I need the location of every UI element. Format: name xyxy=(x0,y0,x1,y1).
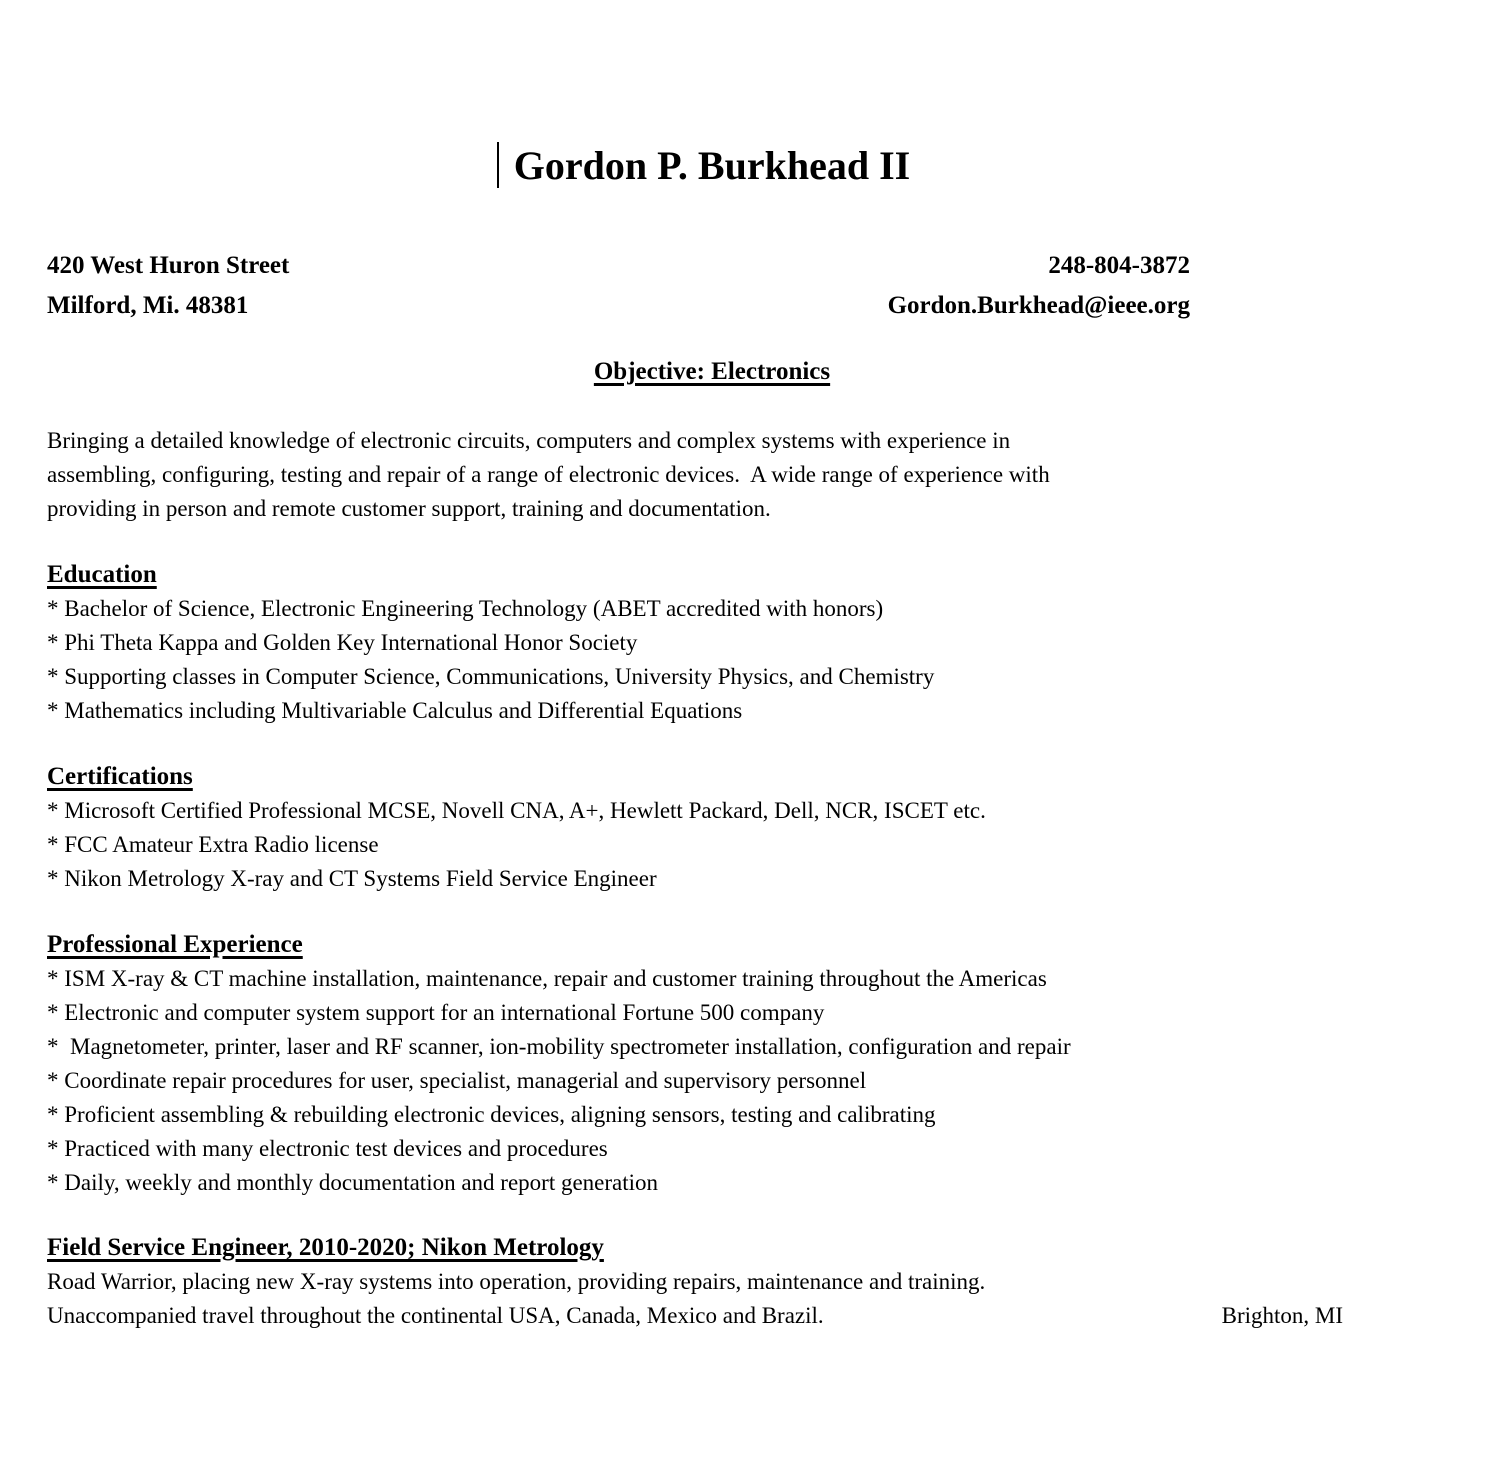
objective-heading: Objective: Electronics xyxy=(593,358,831,385)
contact-row-1 xyxy=(47,246,1377,286)
certification-item: * FCC Amateur Extra Radio license xyxy=(47,832,379,857)
phone-number: 248-804-3872 xyxy=(1048,252,1190,279)
summary-paragraph xyxy=(47,424,1377,526)
section-professional-experience xyxy=(47,928,1377,1200)
section-field-service-engineer xyxy=(47,1231,1377,1333)
job-description-line: Road Warrior, placing new X-ray systems into operation, providing repairs, maintenance and training. xyxy=(47,1269,986,1294)
education-heading: Education xyxy=(47,561,157,588)
certification-item: * Microsoft Certified Professional MCSE, Novell CNA, A+, Hewlett Packard, Dell, NCR, ISCET etc. xyxy=(47,798,986,823)
education-item: * Mathematics including Multivariable Calculus and Differential Equations xyxy=(47,698,743,723)
experience-item: * Daily, weekly and monthly documentation and report generation xyxy=(47,1170,659,1195)
summary-line: Bringing a detailed knowledge of electronic circuits, computers and complex systems with experience in xyxy=(47,428,1011,453)
experience-item: * ISM X-ray & CT machine installation, maintenance, repair and customer training throughout the Americas xyxy=(47,966,1047,991)
certification-item: * Nikon Metrology X-ray and CT Systems Field Service Engineer xyxy=(47,866,657,891)
experience-item: * Practiced with many electronic test devices and procedures xyxy=(47,1136,608,1161)
experience-item: * Electronic and computer system support for an international Fortune 500 company xyxy=(47,1000,825,1025)
resume-content xyxy=(47,0,1377,1333)
section-certifications xyxy=(47,760,1377,896)
summary-line: assembling, configuring, testing and repair of a range of electronic devices. A wide range of experience with xyxy=(47,462,1050,487)
address-line-2: Milford, Mi. 48381 xyxy=(47,292,249,319)
experience-item: * Proficient assembling & rebuilding electronic devices, aligning sensors, testing and calibrating xyxy=(47,1102,936,1127)
certifications-heading: Certifications xyxy=(47,763,193,790)
job-travel-text: Unaccompanied travel throughout the continental USA, Canada, Mexico and Brazil. xyxy=(47,1303,824,1328)
education-item: * Bachelor of Science, Electronic Engineering Technology (ABET accredited with honors) xyxy=(47,596,884,621)
section-education xyxy=(47,558,1377,728)
job-heading: Field Service Engineer, 2010-2020; Nikon Metrology xyxy=(47,1234,604,1261)
email-address: Gordon.Burkhead@ieee.org xyxy=(887,292,1190,319)
job-location: Brighton, MI xyxy=(1221,1303,1343,1328)
education-item: * Supporting classes in Computer Science, Communications, University Physics, and Chemistry xyxy=(47,664,935,689)
experience-item: * Coordinate repair procedures for user, specialist, managerial and supervisory personnel xyxy=(47,1068,867,1093)
address-line-1: 420 West Huron Street xyxy=(47,252,290,279)
professional-experience-heading: Professional Experience xyxy=(47,931,303,958)
resume-title: Gordon P. Burkhead II xyxy=(513,143,911,188)
experience-item: * Magnetometer, printer, laser and RF scanner, ion-mobility spectrometer installation, configuration and repair xyxy=(47,1034,1071,1059)
job-description-last-line xyxy=(47,1299,1377,1333)
summary-line: providing in person and remote customer support, training and documentation. xyxy=(47,496,771,521)
education-item: * Phi Theta Kappa and Golden Key International Honor Society xyxy=(47,630,638,655)
contact-row-2 xyxy=(47,286,1377,326)
contact-block xyxy=(47,246,1377,326)
